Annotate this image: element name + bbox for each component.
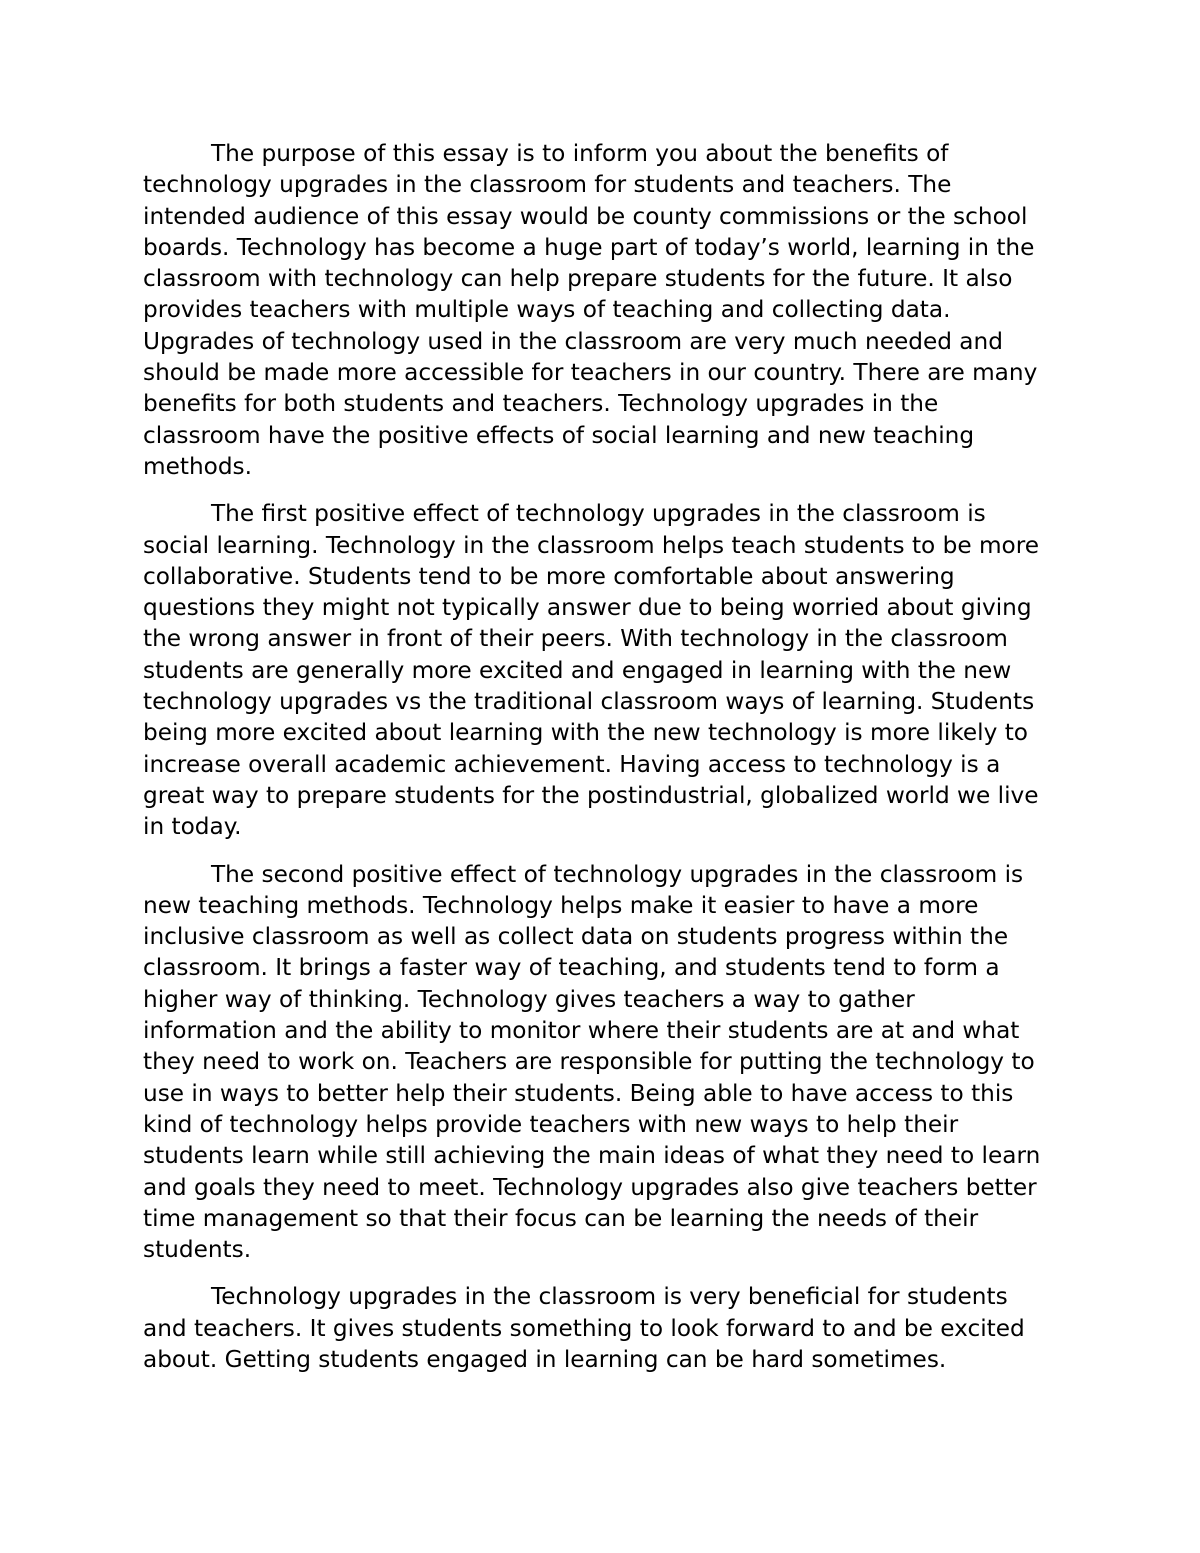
paragraph-teaching-methods: The second positive effect of technology upgrades in the classroom is new teaching methods. Technology helps make it easier to have a more inclusive classroom as well as collect data on students progress within the classroom. It brings a faster way of teaching, and students tend to form a higher way of thinking. Technology gives teachers a way to gather information and the ability to monitor where their students are at and what they need to work on. Teachers are responsible for putting the technology to use in ways to better help their students. Being able to have access to this kind of technology helps provide teachers with new ways to help their students learn while still achieving the main ideas of what they need to learn and goals they need to meet. Technology upgrades also give teachers better time management so that their focus can be learning the needs of their students. (143, 860, 1041, 1264)
paragraph-conclusion: Technology upgrades in the classroom is very beneficial for students and teachers. It gives students something to look forward to and be excited about. Getting students engaged in learning can be hard sometimes. (143, 1283, 1025, 1373)
essay-body (143, 138, 1058, 1375)
paragraph-social-learning: The first positive effect of technology upgrades in the classroom is social learning. Technology in the classroom helps teach students to be more collaborative. Students tend to be more comfortable about answering questions they might not typically answer due to being worried about giving the wrong answer in front of their peers. With technology in the classroom students are generally more excited and engaged in learning with the new technology upgrades vs the traditional classroom ways of learning. Students being more excited about learning with the new technology is more likely to increase overall academic achievement. Having access to technology is a great way to prepare students for the postindustrial, globalized world we live in today. (143, 500, 1040, 841)
paragraph-introduction: The purpose of this essay is to inform you about the benefits of technology upgrades in the classroom for students and teachers. The intended audience of this essay would be county commissions or the school boards. Technology has become a huge part of today’s world, learning in the classroom with technology can help prepare students for the future. It also provides teachers with multiple ways of teaching and collecting data. Upgrades of technology used in the classroom are very much needed and should be made more accessible for teachers in our country. There are many benefits for both students and teachers. Technology upgrades in the classroom have the positive effects of social learning and new teaching methods. (143, 140, 1038, 480)
